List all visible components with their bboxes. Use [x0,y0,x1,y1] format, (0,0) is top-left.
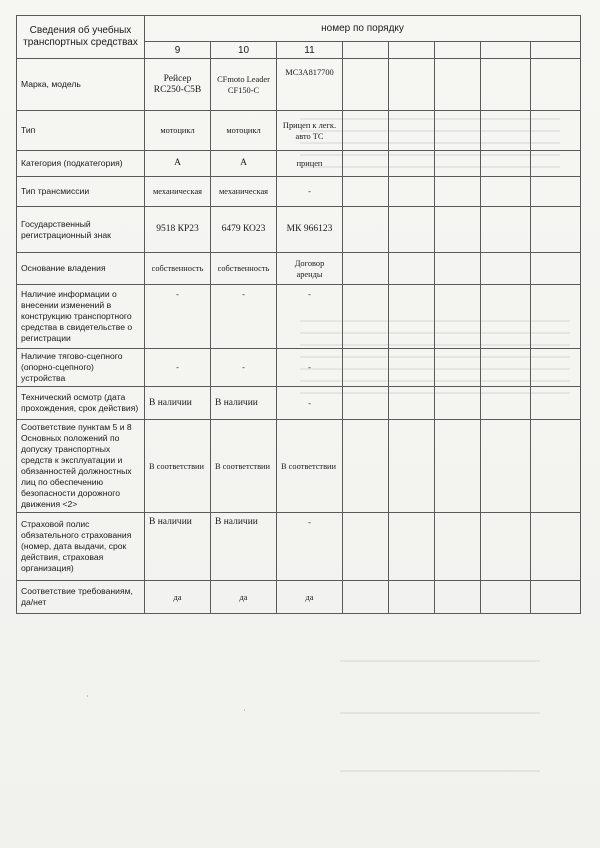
value-cell: В наличии [145,513,211,581]
empty-cell [531,581,581,614]
table-row [17,420,581,513]
value-cell: мотоцикл [145,111,211,151]
value-cell: 6479 КО23 [211,207,277,253]
empty-cell [531,387,581,420]
value-cell: В наличии [211,387,277,420]
table-row [17,177,581,207]
empty-cell [531,253,581,285]
order-number-cell: 11 [277,42,343,59]
row-label: Государственный регистрационный знак [17,207,145,253]
empty-cell [531,513,581,581]
value-cell: Рейсер RC250-C5B [145,59,211,111]
empty-cell [343,253,389,285]
empty-cell [481,420,531,513]
empty-cell [343,420,389,513]
empty-cell [389,111,435,151]
empty-cell [481,177,531,207]
value-cell: А [145,151,211,177]
order-number-cell: 10 [211,42,277,59]
value-cell: В соответствии [211,420,277,513]
empty-cell [481,59,531,111]
empty-cell [435,207,481,253]
empty-cell [389,42,435,59]
value-cell: да [145,581,211,614]
value-cell: В соответствии [145,420,211,513]
empty-cell [343,177,389,207]
value-cell: собственность [211,253,277,285]
row-label: Соответствие пунктам 5 и 8 Основных положений по допуску транспортных средств к эксплуатации и обязанностей должностных лиц по обеспечению безопасности дорожного движения <2> [17,420,145,513]
empty-cell [531,111,581,151]
empty-cell [435,59,481,111]
row-label: Наличие тягово-сцепного (опорно-сцепного) устройства [17,349,145,387]
value-cell: - [145,349,211,387]
empty-cell [343,285,389,349]
stray-dot: · [243,706,246,715]
empty-cell [435,42,481,59]
empty-cell [343,513,389,581]
table-row [17,387,581,420]
value-cell: механическая [145,177,211,207]
table-row [17,59,581,111]
bleed-through-line [340,770,540,772]
row-label: Тип [17,111,145,151]
empty-cell [531,207,581,253]
table-row [17,285,581,349]
empty-cell [343,581,389,614]
table-row [17,253,581,285]
empty-cell [389,387,435,420]
row-label: Тип трансмиссии [17,177,145,207]
value-cell: В наличии [211,513,277,581]
empty-cell [343,59,389,111]
empty-cell [435,151,481,177]
empty-cell [389,581,435,614]
empty-cell [343,349,389,387]
table-row [17,207,581,253]
column-header-info: Сведения об учебных транспортных средствах [17,16,145,59]
value-cell: механическая [211,177,277,207]
column-header-order-number: номер по порядку [145,16,581,42]
bleed-through-line [340,660,540,662]
empty-cell [389,253,435,285]
value-cell: Договор аренды [277,253,343,285]
value-cell: В соответствии [277,420,343,513]
value-cell: В наличии [145,387,211,420]
stray-dot: · [86,692,89,701]
empty-cell [531,349,581,387]
empty-cell [435,387,481,420]
empty-cell [389,420,435,513]
value-cell: - [277,387,343,420]
empty-cell [481,151,531,177]
table-row [17,151,581,177]
value-cell: - [277,513,343,581]
value-cell: - [145,285,211,349]
empty-cell [343,387,389,420]
empty-cell [481,513,531,581]
empty-cell [389,177,435,207]
bleed-through-line [340,712,540,714]
empty-cell [481,387,531,420]
value-cell: - [277,285,343,349]
row-label: Страховой полис обязательного страхования (номер, дата выдачи, срок действия, страховая организация) [17,513,145,581]
empty-cell [481,253,531,285]
empty-cell [389,349,435,387]
empty-cell [481,207,531,253]
value-cell: - [211,349,277,387]
empty-cell [531,42,581,59]
table-row [17,349,581,387]
row-label: Соответствие требованиям, да/нет [17,581,145,614]
empty-cell [531,151,581,177]
table-row [17,513,581,581]
empty-cell [435,111,481,151]
empty-cell [343,111,389,151]
empty-cell [389,207,435,253]
value-cell: MC3A817700 [277,59,343,111]
table-row [17,111,581,151]
empty-cell [531,177,581,207]
value-cell: да [211,581,277,614]
empty-cell [435,513,481,581]
row-label: Категория (подкатегория) [17,151,145,177]
row-label: Технический осмотр (дата прохождения, срок действия) [17,387,145,420]
empty-cell [435,253,481,285]
empty-cell [531,285,581,349]
empty-cell [389,285,435,349]
empty-cell [481,285,531,349]
value-cell: да [277,581,343,614]
empty-cell [531,59,581,111]
empty-cell [435,420,481,513]
value-cell: прицеп [277,151,343,177]
empty-cell [343,207,389,253]
empty-cell [435,285,481,349]
value-cell: - [277,349,343,387]
empty-cell [481,581,531,614]
row-label: Основание владения [17,253,145,285]
empty-cell [343,42,389,59]
vehicles-table [16,15,581,614]
empty-cell [389,59,435,111]
empty-cell [389,151,435,177]
value-cell: мотоцикл [211,111,277,151]
empty-cell [435,581,481,614]
table-header-row [17,16,581,42]
empty-cell [531,420,581,513]
value-cell: CFmoto Leader CF150-C [211,59,277,111]
empty-cell [389,513,435,581]
value-cell: - [211,285,277,349]
empty-cell [435,349,481,387]
table-row [17,581,581,614]
value-cell: собственность [145,253,211,285]
empty-cell [435,177,481,207]
value-cell: 9518 КР23 [145,207,211,253]
empty-cell [343,151,389,177]
value-cell: - [277,177,343,207]
empty-cell [481,42,531,59]
value-cell: МК 966123 [277,207,343,253]
empty-cell [481,111,531,151]
value-cell: А [211,151,277,177]
empty-cell [481,349,531,387]
value-cell: Прицеп к легк. авто ТС [277,111,343,151]
row-label: Наличие информации о внесении изменений в конструкцию транспортного средства в свидетельстве о регистрации [17,285,145,349]
order-number-cell: 9 [145,42,211,59]
row-label: Марка, модель [17,59,145,111]
